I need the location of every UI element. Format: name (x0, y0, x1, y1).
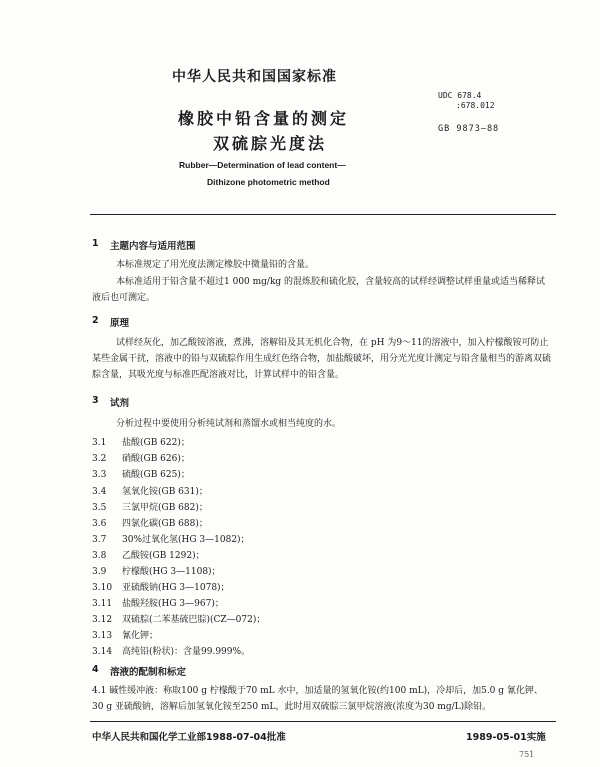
section-1-paragraph-1: 本标准规定了用光度法测定橡胶中微量铅的含量。 (116, 260, 315, 270)
reagent-number: 3.6 (92, 519, 107, 529)
reagent-item (92, 532, 250, 545)
reagent-number: 3.9 (92, 567, 107, 577)
page-number: 751 (519, 750, 535, 759)
reagent-item (92, 628, 158, 641)
header-divider (90, 214, 556, 215)
reagent-item (92, 516, 208, 529)
reagent-number: 3.2 (92, 454, 107, 464)
footer-divider (90, 721, 556, 722)
reagent-text: 柠檬酸(HG 3—1108)； (122, 567, 221, 577)
title-line-2: 双硫腙光度法 (213, 134, 328, 153)
section-3-intro: 分析过程中要使用分析纯试剂和蒸馏水或相当纯度的水。 (116, 419, 342, 429)
english-title-line-2: Dithizone photometric method (207, 177, 330, 187)
section-2-title: 原理 (110, 318, 130, 329)
reagent-number: 3.4 (92, 487, 107, 497)
reagent-number: 3.11 (92, 599, 113, 609)
section-4-number: 4 (92, 664, 99, 675)
reagent-number: 3.1 (92, 438, 107, 448)
reagent-text: 四氯化碳(GB 688)； (122, 519, 208, 529)
reagent-item (92, 596, 224, 609)
section-1-number: 1 (92, 238, 99, 249)
reagent-item (92, 548, 205, 561)
section-2-number: 2 (92, 315, 99, 326)
implementation-date: 1989-05-01实施 (466, 732, 546, 743)
reagent-text: 三氯甲烷(GB 682)； (122, 503, 208, 513)
reagent-item (92, 435, 190, 448)
reagent-text: 亚硫酸钠(HG 3—1078)； (122, 583, 230, 593)
reagent-item (92, 500, 208, 513)
approval-statement: 中华人民共和国化学工业部1988-07-04批准 (92, 732, 286, 743)
reagent-number: 3.10 (92, 583, 113, 593)
reagent-number: 3.13 (92, 631, 113, 641)
reagent-text: 双硫腙(二苯基硫巴腙)(CZ—072)； (122, 615, 266, 625)
reagent-item (92, 612, 265, 625)
reagent-item (92, 467, 190, 480)
section-1-title: 主题内容与适用范围 (110, 241, 196, 252)
udc-line-2: :678.012 (456, 101, 495, 110)
reagent-text: 硫酸(GB 625)； (122, 470, 190, 480)
reagent-number: 3.3 (92, 470, 107, 480)
reagent-text: 硝酸(GB 626)； (122, 454, 190, 464)
section-1-paragraph-2: 本标准适用于铅含量不超过1 000 mg/kg 的混炼胶和硫化胶，含量较高的试样经调整试样重量或适当稀释试液后也可测定。 (92, 277, 546, 303)
english-title-line-1: Rubber—Determination of lead content— (179, 160, 346, 170)
reagent-text: 高纯铅(粉状)：含量99.999%。 (122, 647, 251, 657)
reagent-number: 3.7 (92, 535, 107, 545)
reagent-text: 氢氧化铵(GB 631)； (122, 487, 208, 497)
gb-code: GB 9873—88 (438, 124, 500, 134)
section-3-title: 试剂 (110, 398, 130, 409)
title-line-1: 橡胶中铅含量的测定 (178, 109, 350, 128)
reagent-item (92, 580, 230, 593)
reagent-number: 3.5 (92, 503, 107, 513)
udc-line-1: UDC 678.4 (438, 91, 482, 100)
reagent-item (92, 451, 190, 464)
section-2-paragraph: 试样经灰化，加乙酸铵溶液，煮沸，溶解铅及其无机化合物，在 pH 为9～11的溶液中，加入柠檬酸铵可防止某些金属干扰，溶液中的铅与双硫腙作用生成红色络合物，加盐酸破坏，用分光光度计测定与铅含量相当的游离双硫腙含量，其吸光度与标准匹配溶液对比，计算试样中的铅含量。 (92, 338, 552, 380)
reagent-item (92, 564, 221, 577)
reagent-text: 30%过氧化氢(HG 3—1082)； (122, 535, 250, 545)
reagent-text: 乙酸铵(GB 1292)； (122, 551, 205, 561)
reagent-text: 盐酸羟胺(HG 3—967)； (122, 599, 224, 609)
section-4-paragraph: 4.1 碱性缓冲液：称取100 g 柠檬酸于70 mL 水中，加适量的氢氧化铵(约100 mL)，冷却后，加5.0 g 氰化钾、30 g 亚硫酸钠，溶解后加氢氧化铵至250 mL，此时用双硫腙三氯甲烷溶液(浓度为30 mg/L)除铅。 (92, 686, 543, 712)
reagent-number: 3.14 (92, 647, 113, 657)
reagent-number: 3.12 (92, 615, 113, 625)
reagent-item (92, 484, 208, 497)
reagent-number: 3.8 (92, 551, 107, 561)
reagent-item (92, 644, 250, 657)
section-3-number: 3 (92, 395, 99, 406)
reagent-text: 盐酸(GB 622)； (122, 438, 190, 448)
standard-organization: 中华人民共和国国家标准 (172, 69, 337, 85)
reagent-text: 氰化钾； (122, 631, 159, 641)
section-4-title: 溶液的配制和标定 (110, 667, 187, 678)
